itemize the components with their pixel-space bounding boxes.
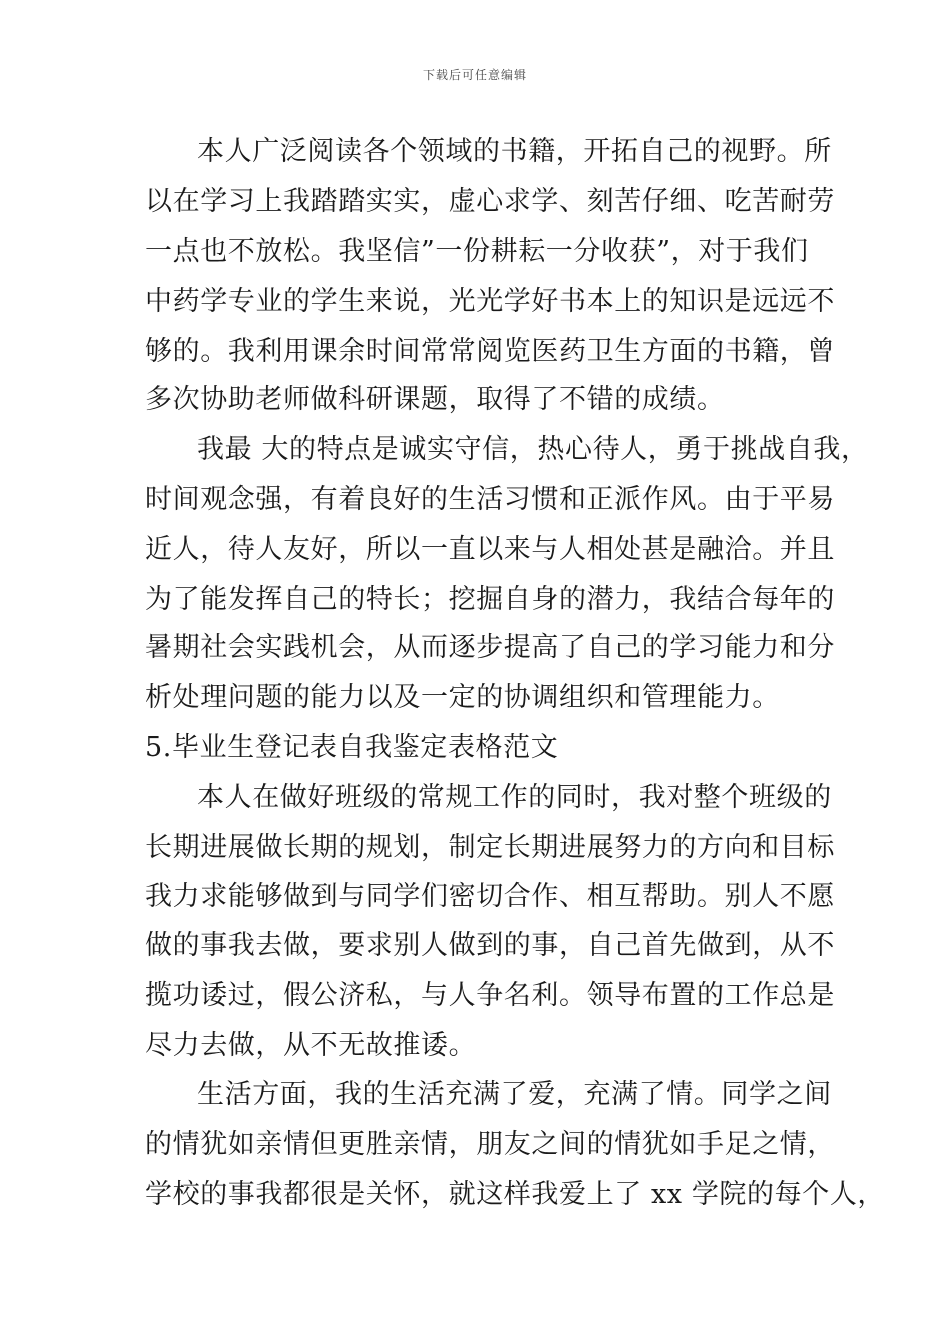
text-line: 做的事我去做，要求别人做到的事，自己首先做到，从不: [145, 930, 835, 961]
text-line: 我最 大的特点是诚实守信，热心待人，勇于挑战自我，: [197, 434, 869, 465]
text-line: 生活方面，我的生活充满了爱，充满了情。同学之间: [197, 1079, 832, 1110]
text-line: 中药学专业的学生来说，光光学好书本上的知识是远远不: [145, 286, 835, 317]
text-line: 以在学习上我踏踏实实，虚心求学、刻苦仔细、吃苦耐劳: [145, 186, 835, 217]
text-line: 一点也不放松。我坚信”一份耕耘一分收获”，对于我们: [145, 236, 809, 267]
page-header: 下载后可任意编辑: [422, 68, 527, 82]
text-line: 长期进展做长期的规划，制定长期进展努力的方向和目标: [145, 832, 835, 863]
text-line: 本人在做好班级的常规工作的同时，我对整个班级的: [197, 782, 832, 813]
text-line: 揽功诿过，假公济私，与人争名利。领导布置的工作总是: [145, 980, 835, 1011]
text-line: 我力求能够做到与同学们密切合作、相互帮助。别人不愿: [145, 881, 835, 912]
text-line: 够的。我利用课余时间常常阅览医药卫生方面的书籍，曾: [145, 336, 835, 367]
text-line: 为了能发挥自己的特长；挖掘自身的潜力，我结合每年的: [145, 584, 835, 615]
text-line: 析处理问题的能力以及一定的协调组织和管理能力。: [145, 682, 780, 713]
text-line: 多次协助老师做科研课题，取得了不错的成绩。: [145, 384, 725, 415]
text-line: 本人广泛阅读各个领域的书籍，开拓自己的视野。所: [197, 136, 832, 167]
text-line: 尽力去做，从不无故推诿。: [145, 1030, 477, 1061]
text-line: 暑期社会实践机会，从而逐步提高了自己的学习能力和分: [145, 632, 835, 663]
text-line: 近人，待人友好，所以一直以来与人相处甚是融洽。并且: [145, 534, 835, 565]
text-line: 学校的事我都很是关怀，就这样我爱上了 xx 学院的每个人，: [145, 1179, 886, 1210]
section-heading: 5.毕业生登记表自我鉴定表格范文: [145, 732, 559, 763]
text-line: 的情犹如亲情但更胜亲情，朋友之间的情犹如手足之情，: [145, 1129, 835, 1160]
text-line: 时间观念强，有着良好的生活习惯和正派作风。由于平易: [145, 484, 835, 515]
